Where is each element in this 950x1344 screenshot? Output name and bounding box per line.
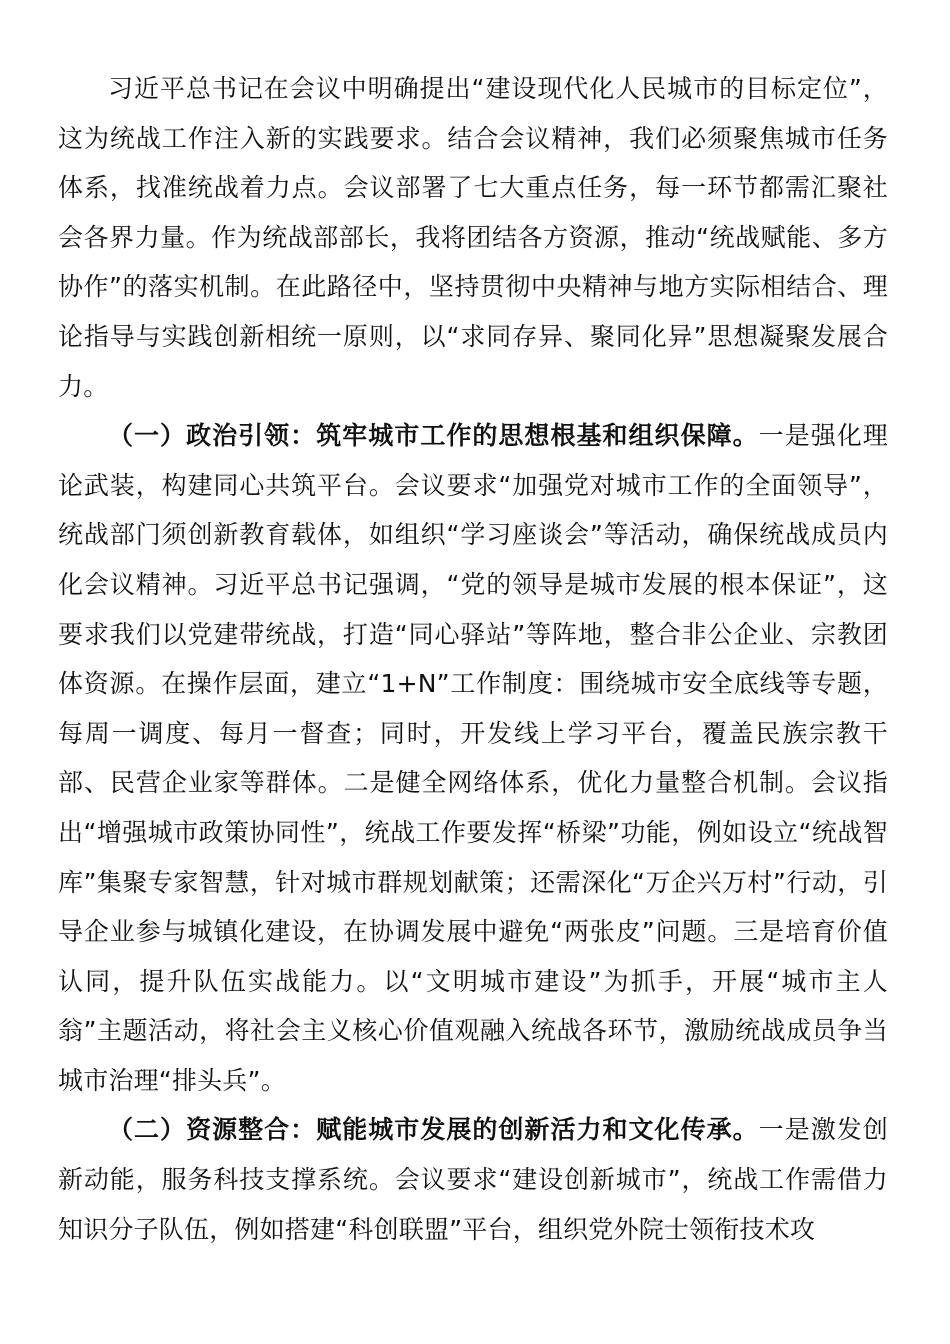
section-2-heading: （二）资源整合：赋能城市发展的创新活力和文化传承。 bbox=[108, 1115, 759, 1145]
section-2-body: 一是激发创新动能，服务科技支撑系统。会议要求“建设创新城市”，统战工作需借力知识分子队伍，例如搭建“科创联盟”平台，组织党外院士领衔技术攻 bbox=[58, 1115, 888, 1244]
section-1-heading: （一）政治引领：筑牢城市工作的思想根基和组织保障。 bbox=[108, 421, 759, 451]
section-2-paragraph bbox=[58, 1105, 888, 1254]
section-1-body: 一是强化理论武装，构建同心共筑平台。会议要求“加强党对城市工作的全面领导”，统战部门须创新教育载体，如组织“学习座谈会”等活动，确保统战成员内化会议精神。习近平总书记强调，“党的领导是城市发展的根本保证”，这要求我们以党建带统战，打造“同心驿站”等阵地，整合非公企业、宗教团体资源。在操作层面，建立“1+N”工作制度：围绕城市安全底线等专题，每周一调度、每月一督查；同时，开发线上学习平台，覆盖民族宗教干部、民营企业家等群体。二是健全网络体系，优化力量整合机制。会议指出“增强城市政策协同性”，统战工作要发挥“桥梁”功能，例如设立“统战智库”集聚专家智慧，针对城市群规划献策；还需深化“万企兴万村”行动，引导企业参与城镇化建设，在协调发展中避免“两张皮”问题。三是培育价值认同，提升队伍实战能力。以“文明城市建设”为抓手，开展“城市主人翁”主题活动，将社会主义核心价值观融入统战各环节，激励统战成员争当城市治理“排头兵”。 bbox=[58, 421, 888, 1095]
document-body bbox=[58, 64, 888, 1254]
section-1-paragraph bbox=[58, 411, 888, 1105]
intro-paragraph: 习近平总书记在会议中明确提出“建设现代化人民城市的目标定位”，这为统战工作注入新的实践要求。结合会议精神，我们必须聚焦城市任务体系，找准统战着力点。会议部署了七大重点任务，每一环节都需汇聚社会各界力量。作为统战部部长，我将团结各方资源，推动“统战赋能、多方协作”的落实机制。在此路径中，坚持贯彻中央精神与地方实际相结合、理论指导与实践创新相统一原则，以“求同存异、聚同化异”思想凝聚发展合力。 bbox=[58, 74, 888, 401]
